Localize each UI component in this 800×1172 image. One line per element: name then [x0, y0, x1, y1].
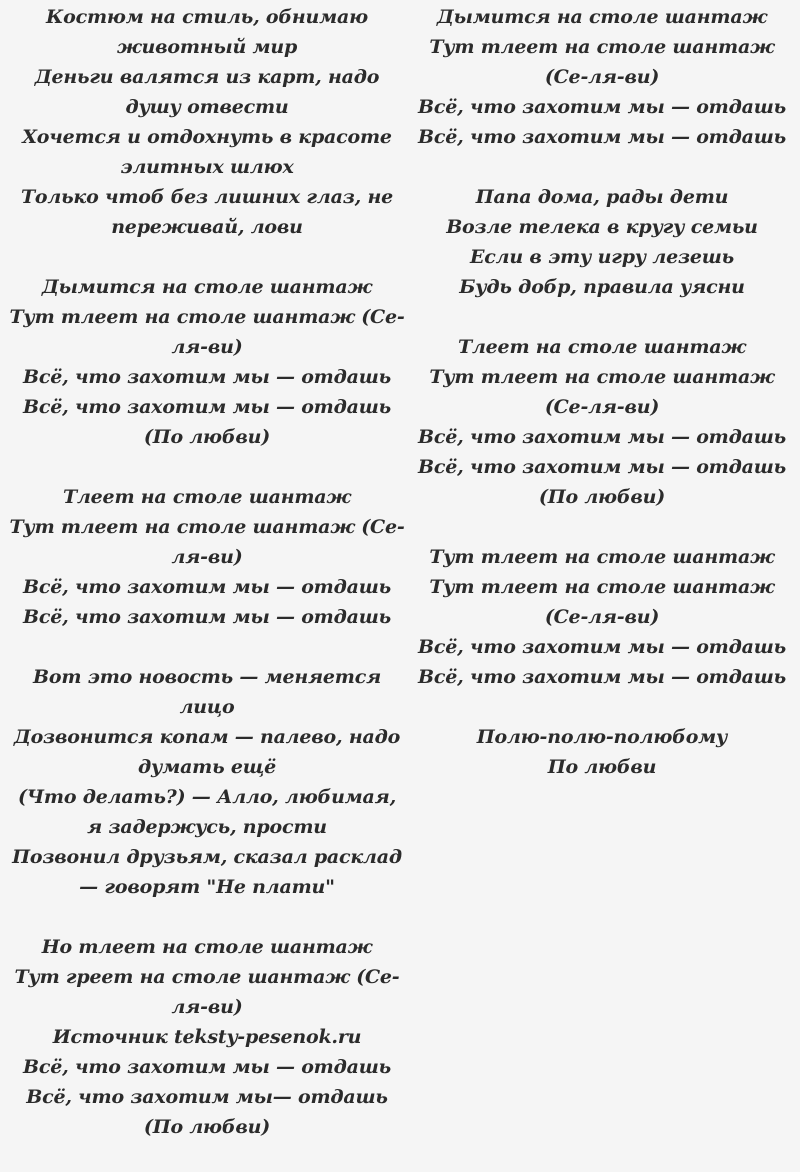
lyrics-line: Тут тлеет на столе шантаж (Се-ля-ви): [9, 516, 405, 568]
lyrics-line: Всё, что захотим мы — отдашь: [418, 96, 786, 118]
lyrics-line: Тут тлеет на столе шантаж (Се-ля-ви): [429, 36, 775, 88]
lyrics-stanza: [8, 482, 406, 632]
lyrics-line: Хочется и отдохнуть в красоте элитных шлюх: [22, 126, 392, 178]
lyrics-stanza: [412, 542, 792, 692]
lyrics-line: Всё, что захотим мы — отдашь (По любви): [418, 456, 786, 508]
lyrics-line: Всё, что захотим мы — отдашь: [418, 636, 786, 658]
lyrics-line: Вот это новость — меняется лицо: [32, 666, 382, 718]
lyrics-line: Всё, что захотим мы — отдашь: [418, 426, 786, 448]
lyrics-stanza: [412, 2, 792, 152]
lyrics-line: Всё, что захотим мы — отдашь (По любви): [23, 396, 391, 448]
lyrics-line: Тут тлеет на столе шантаж (Се-ля-ви): [9, 306, 405, 358]
lyrics-stanza: [8, 2, 406, 242]
lyrics-line: Тут тлеет на столе шантаж (Се-ля-ви): [429, 576, 775, 628]
lyrics-line: (Что делать?) — Алло, любимая, я задержусь, прости: [17, 786, 396, 838]
lyrics-line: Тлеет на столе шантаж: [63, 486, 351, 508]
lyrics-line: Но тлеет на столе шантаж: [41, 936, 373, 958]
lyrics-line: Всё, что захотим мы — отдашь: [418, 666, 786, 688]
lyrics-line: Тут греет на столе шантаж (Се-ля-ви): [14, 966, 400, 1018]
lyrics-line: Тут тлеет на столе шантаж (Се-ля-ви): [429, 366, 775, 418]
lyrics-line: Всё, что захотим мы — отдашь: [418, 126, 786, 148]
lyrics-line: Всё, что захотим мы — отдашь: [23, 1056, 391, 1078]
lyrics-stanza: [8, 272, 406, 452]
lyrics-line: Источник teksty-pesenok.ru: [52, 1026, 362, 1048]
lyrics-line: Позвонил друзьям, сказал расклад — говорят "Не плати": [12, 846, 402, 898]
lyrics-line: Всё, что захотим мы — отдашь: [23, 576, 391, 598]
lyrics-right-column: [412, 2, 792, 812]
lyrics-line: Всё, что захотим мы — отдашь: [23, 606, 391, 628]
lyrics-line: Тлеет на столе шантаж: [458, 336, 746, 358]
lyrics-line: Всё, что захотим мы— отдашь (По любви): [26, 1086, 388, 1138]
lyrics-stanza: [8, 662, 406, 902]
lyrics-line: Возле телека в кругу семьи: [446, 216, 758, 238]
lyrics-line: Папа дома, рады дети: [475, 186, 729, 208]
lyrics-left-column: [8, 2, 406, 1172]
lyrics-line: Полю-полю-полюбому: [476, 726, 728, 748]
lyrics-line: Только чтоб без лишних глаз, не переживай, лови: [20, 186, 394, 238]
lyrics-stanza: [412, 332, 792, 512]
lyrics-line: Деньги валятся из карт, надо душу отвести: [34, 66, 380, 118]
lyrics-line: Тут тлеет на столе шантаж: [429, 546, 775, 568]
lyrics-line: Костюм на стиль, обнимаю животный мир: [46, 6, 368, 58]
lyrics-line: Будь добр, правила уясни: [459, 276, 745, 298]
lyrics-line: Дымится на столе шантаж: [41, 276, 373, 298]
lyrics-line: Всё, что захотим мы — отдашь: [23, 366, 391, 388]
lyrics-line: Дымится на столе шантаж: [436, 6, 768, 28]
lyrics-line: Если в эту игру лезешь: [469, 246, 735, 268]
lyrics-stanza: [412, 722, 792, 782]
lyrics-stanza: [8, 932, 406, 1142]
lyrics-line: Дозвонится копам — палево, надо думать ещё: [13, 726, 401, 778]
lyrics-line: По любви: [547, 756, 657, 778]
lyrics-stanza: [412, 182, 792, 302]
